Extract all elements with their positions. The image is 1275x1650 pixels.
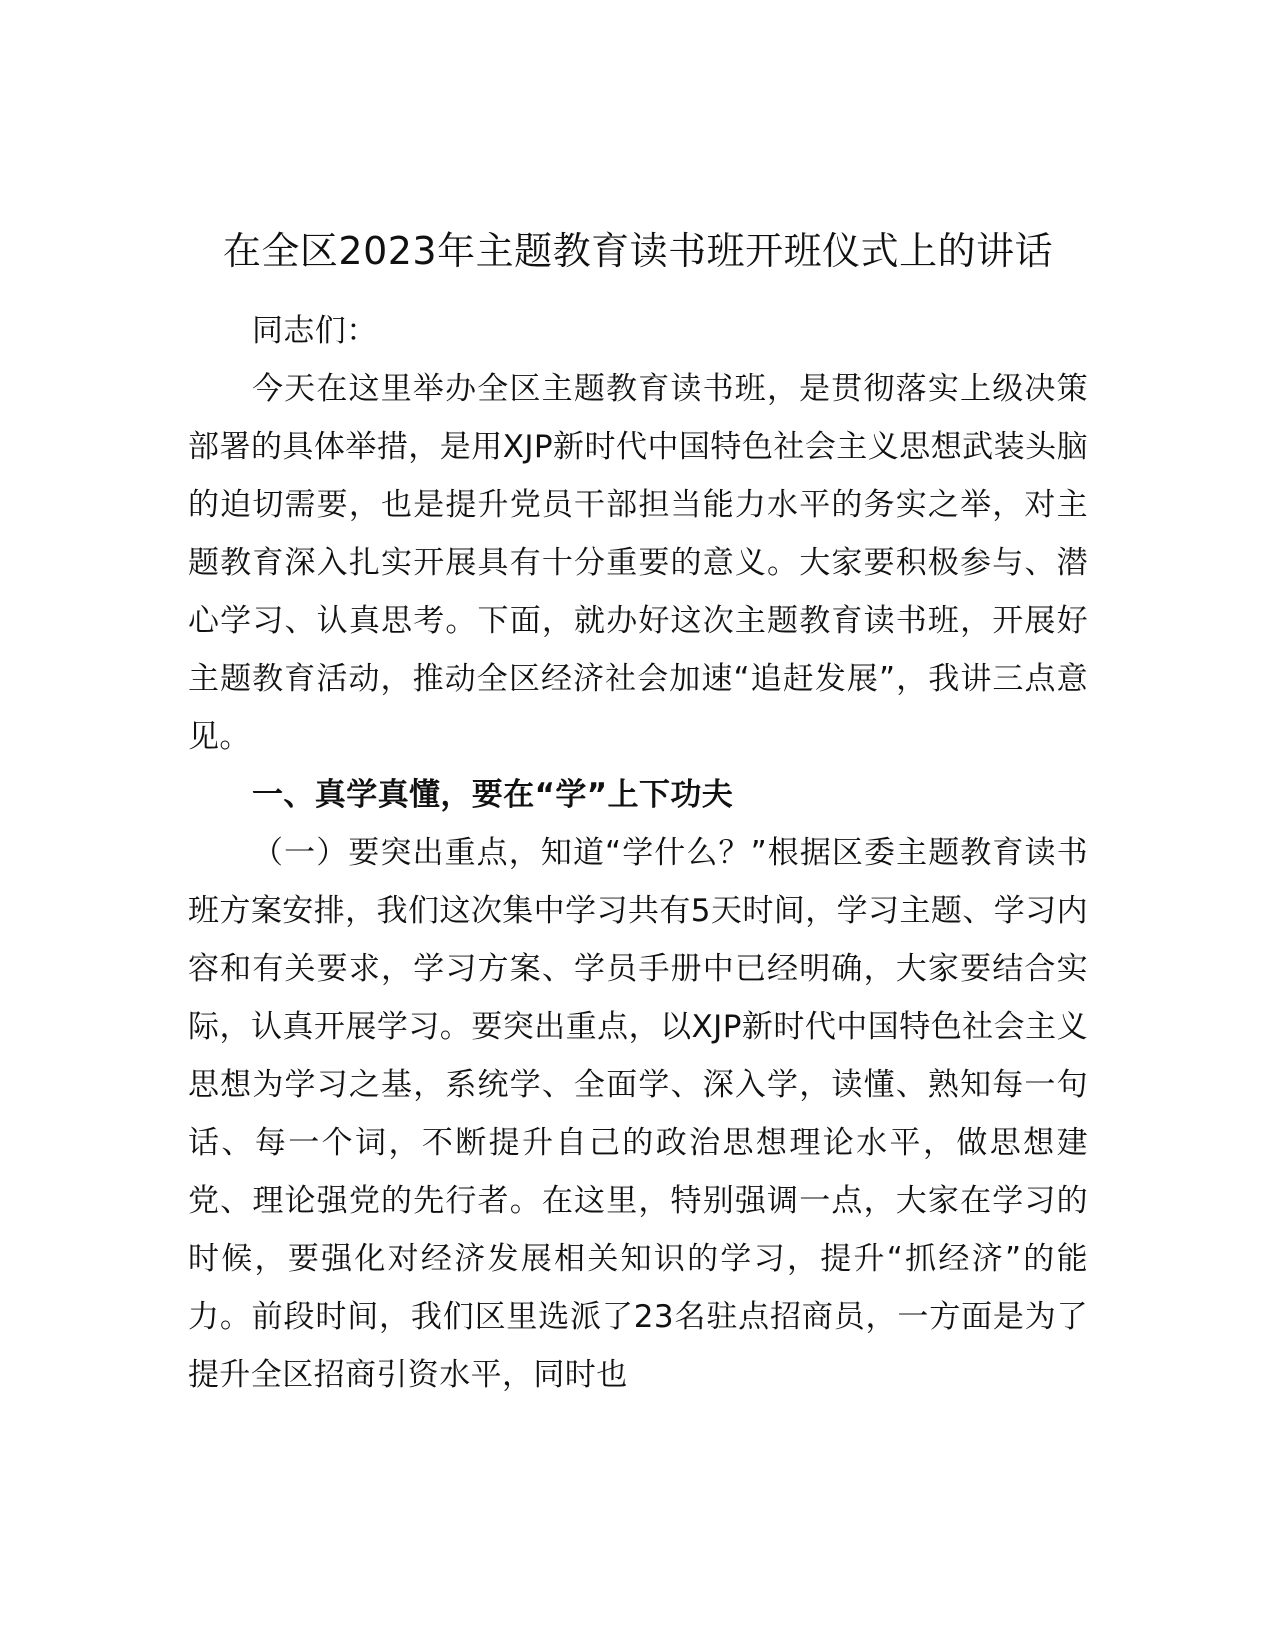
- section-paragraph: （一）要突出重点，知道“学什么？”根据区委主题教育读书班方案安排，我们这次集中学习共有5天时间，学习主题、学习内容和有关要求，学习方案、学员手册中已经明确，大家要结合实际，认真开展学习。要突出重点，以XJP新时代中国特色社会主义思想为学习之基，系统学、全面学、深入学，读懂、熟知每一句话、每一个词，不断提升自己的政治思想理论水平，做思想建党、理论强党的先行者。在这里，特别强调一点，大家在学习的时候，要强化对经济发展相关知识的学习，提升“抓经济”的能力。前段时间，我们区里选派了23名驻点招商员，一方面是为了提升全区招商引资水平，同时也: [188, 835, 1088, 1393]
- document-content: [188, 222, 1088, 1404]
- document-body: [188, 302, 1088, 1404]
- intro-paragraph: 今天在这里举办全区主题教育读书班，是贯彻落实上级决策部署的具体举措，是用XJP新时代中国特色社会主义思想武装头脑的迫切需要，也是提升党员干部担当能力水平的务实之举，对主题教育深入扎实开展具有十分重要的意义。大家要积极参与、潜心学习、认真思考。下面，就办好这次主题教育读书班，开展好主题教育活动，推动全区经济社会加速“追赶发展”，我讲三点意见。: [188, 371, 1088, 755]
- document-title: 在全区2023年主题教育读书班开班仪式上的讲话: [222, 229, 1054, 273]
- section-heading: 一、真学真懂，要在“学”上下功夫: [252, 777, 734, 813]
- salutation: 同志们：: [252, 313, 378, 349]
